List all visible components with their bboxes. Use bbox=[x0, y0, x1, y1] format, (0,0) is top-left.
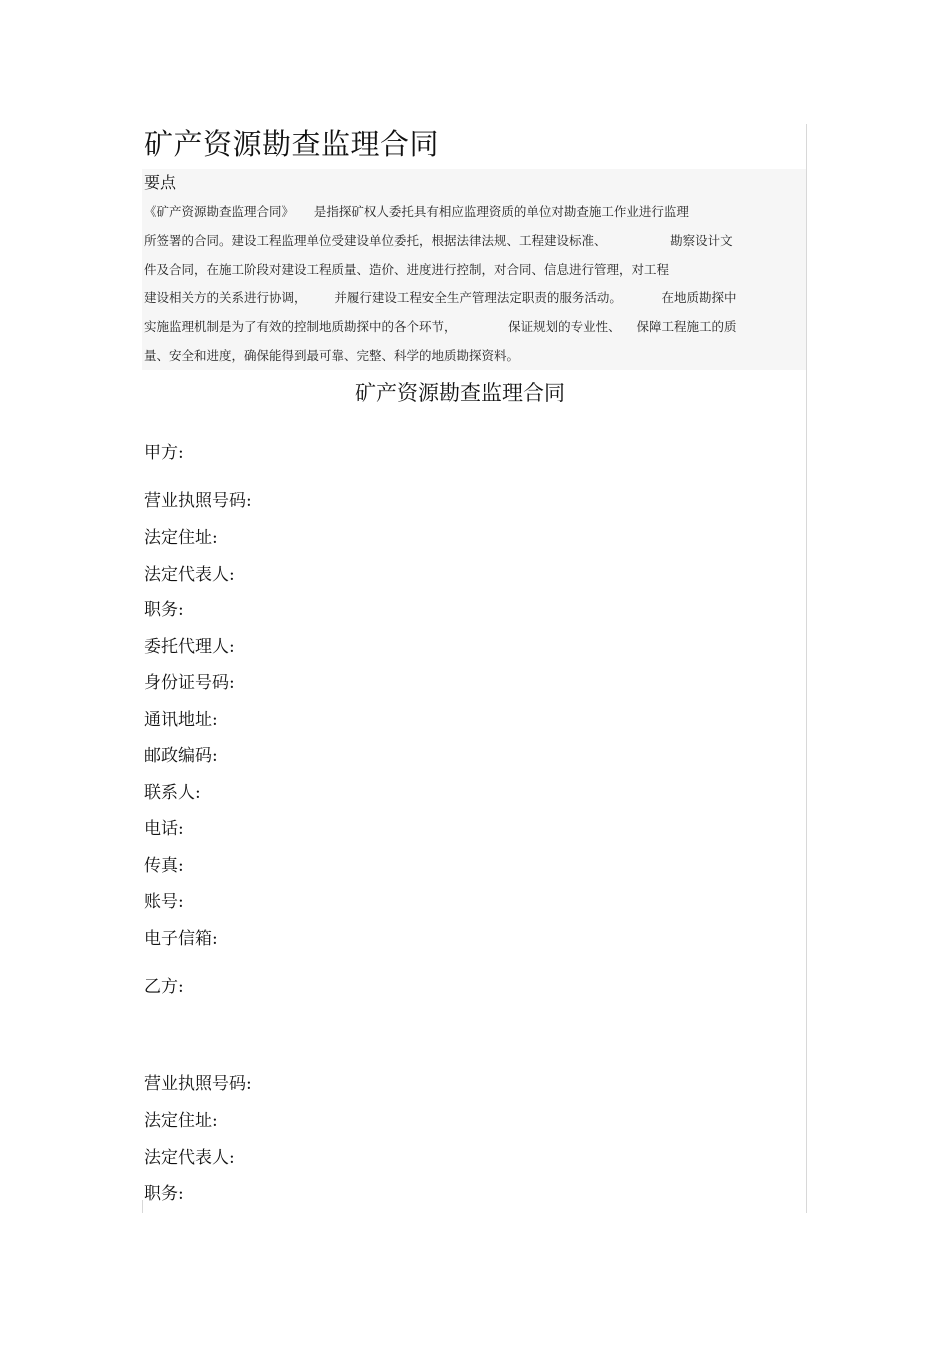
summary-line: 量、安全和进度，确保能得到最可靠、完整、科学的地质勘探资料。 bbox=[144, 348, 520, 363]
party-a-field-mailing-address: 通讯地址: bbox=[144, 710, 218, 730]
summary-line: 实施监理机制是为了有效的控制地质勘探中的各个环节， 保证规划的专业性、 保障工程施工的质 bbox=[144, 319, 737, 334]
party-a-field-id-number: 身份证号码: bbox=[144, 673, 235, 693]
party-a-field-email: 电子信箱: bbox=[144, 929, 218, 949]
summary-line: 建设相关方的关系进行协调， 并履行建设工程安全生产管理法定职责的服务活动。 在地质勘探中 bbox=[144, 290, 737, 305]
party-a-field-business-license: 营业执照号码: bbox=[144, 491, 252, 511]
party-a-field-legal-representative: 法定代表人: bbox=[144, 565, 235, 585]
party-b-field-business-license: 营业执照号码: bbox=[144, 1074, 252, 1094]
summary-box bbox=[142, 169, 806, 370]
party-a-field-postal-code: 邮政编码: bbox=[144, 746, 218, 766]
party-a-field-account: 账号: bbox=[144, 892, 184, 912]
party-b-heading: 乙方: bbox=[144, 977, 184, 997]
party-a-heading: 甲方: bbox=[144, 443, 184, 463]
party-b-field-legal-representative: 法定代表人: bbox=[144, 1148, 235, 1168]
page-left-rule bbox=[142, 1200, 143, 1213]
summary-line: 所签署的合同。建设工程监理单位受建设单位委托，根据法律法规、工程建设标准、 勘察设计文 bbox=[144, 233, 733, 248]
document-title: 矿产资源勘查监理合同 bbox=[144, 127, 440, 161]
contract-title: 矿产资源勘查监理合同 bbox=[355, 381, 565, 405]
party-a-field-contact: 联系人: bbox=[144, 783, 201, 803]
party-a-field-legal-address: 法定住址: bbox=[144, 528, 218, 548]
party-a-field-position: 职务: bbox=[144, 600, 184, 620]
party-a-field-agent: 委托代理人: bbox=[144, 637, 235, 657]
party-a-field-phone: 电话: bbox=[144, 819, 184, 839]
summary-heading: 要点 bbox=[144, 173, 177, 192]
party-b-field-position: 职务: bbox=[144, 1184, 184, 1204]
summary-line: 件及合同，在施工阶段对建设工程质量、造价、进度进行控制，对合同、信息进行管理，对工程 bbox=[144, 262, 670, 277]
party-b-field-legal-address: 法定住址: bbox=[144, 1111, 218, 1131]
party-a-field-fax: 传真: bbox=[144, 856, 184, 876]
summary-line: 《矿产资源勘查监理合同》 是指探矿权人委托具有相应监理资质的单位对勘查施工作业进行监理 bbox=[144, 204, 689, 219]
